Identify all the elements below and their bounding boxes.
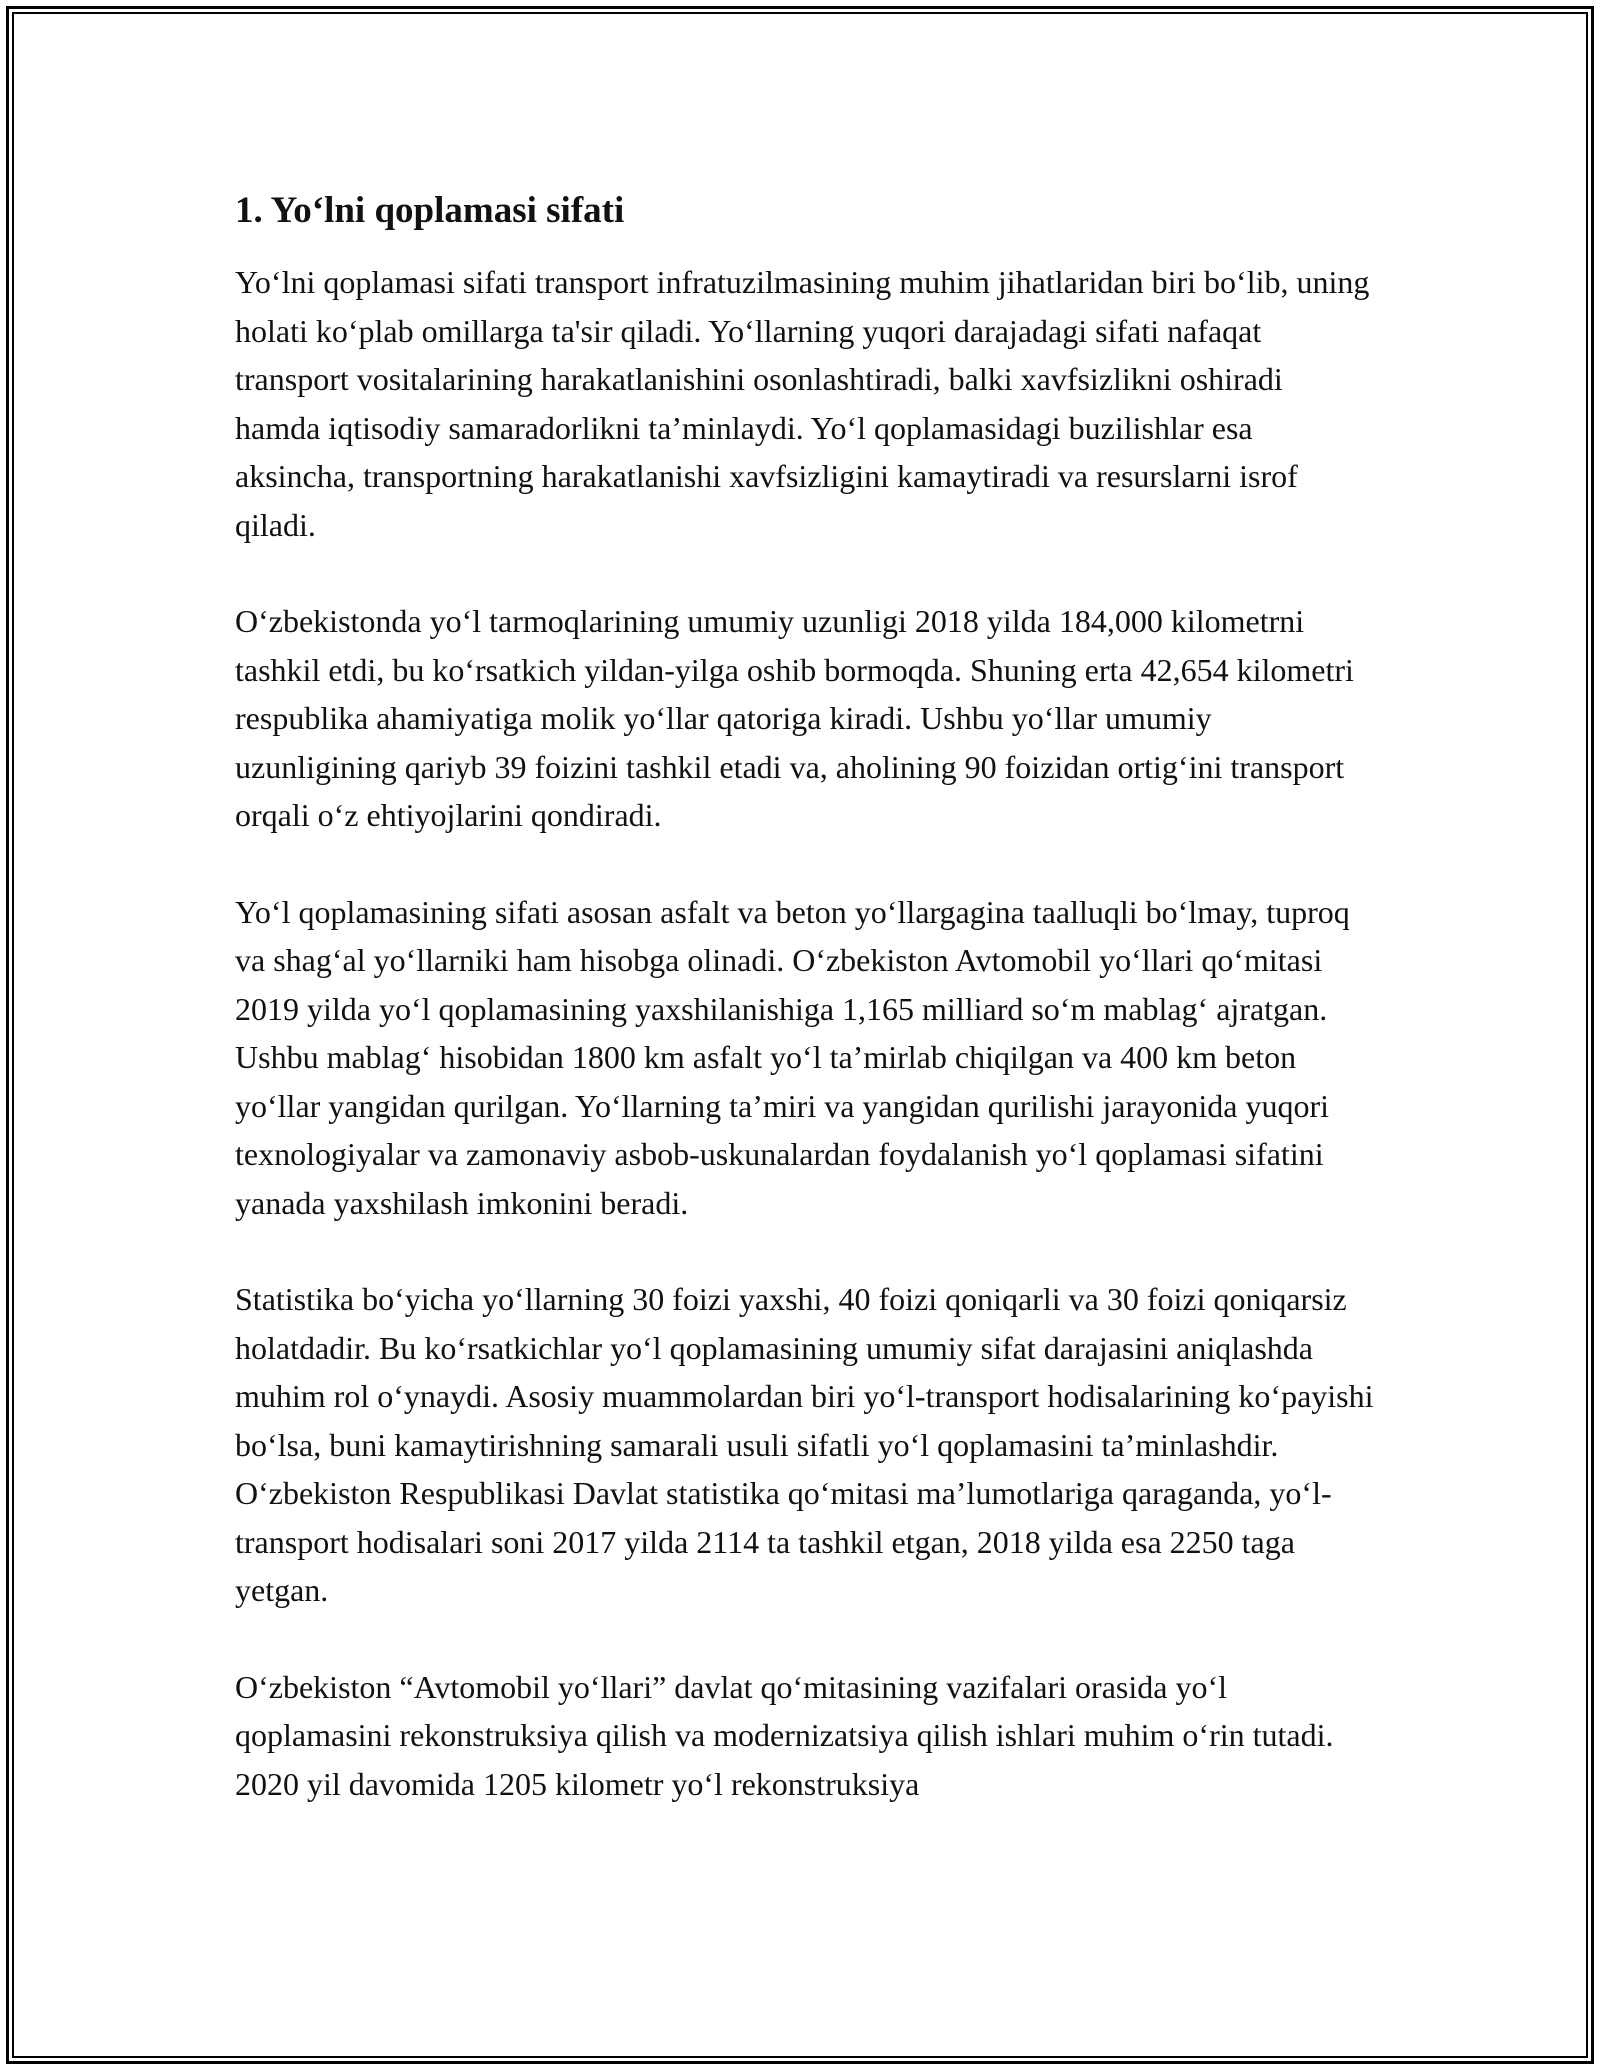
section-heading: 1. Yo‘lni qoplamasi sifati (235, 190, 625, 231)
paragraph-3: Yo‘l qoplamasining sifati asosan asfalt va beton yo‘llargagina taalluqli bo‘lmay, tuproq va shag‘al yo‘llarniki ham hisobga olinadi. O‘zbekiston Avtomobil yo‘llari qo‘mitasi 2019 yilda yo‘l qoplamasining yaxshilanishiga 1,165 milliard so‘m mablag‘ ajratgan. Ushbu mablag‘ hisobidan 1800 km asfalt yo‘l ta’mirlab chiqilgan va 400 km beton yo‘llar yangidan qurilgan. Yo‘llarning ta’miri va yangidan qurilishi jarayonida yuqori texnologiyalar va zamonaviy asbob-uskunalardan foydalanish yo‘l qoplamasi sifatini yanada yaxshilash imkonini beradi. (235, 893, 1350, 1221)
paragraph-4: Statistika bo‘yicha yo‘llarning 30 foizi yaxshi, 40 foizi qoniqarli va 30 foizi qoniqarsiz holatdadir. Bu ko‘rsatkichlar yo‘l qoplamasining umumiy sifat darajasini aniqlashda muhim rol o‘ynaydi. Asosiy muammolardan biri yo‘l-transport hodisalarining ko‘payishi bo‘lsa, buni kamaytirishning samarali usuli sifatli yo‘l qoplamasini ta’minlashdir. O‘zbekiston Respublikasi Davlat statistika qo‘mitasi ma’lumotlariga qaraganda, yo‘l-transport hodisalari soni 2017 yilda 2114 ta tashkil etgan, 2018 yilda esa 2250 taga yetgan. (235, 1281, 1374, 1608)
document-body (235, 186, 1375, 1808)
paragraph-5: O‘zbekiston “Avtomobil yo‘llari” davlat qo‘mitasining vazifalari orasida yo‘l qoplamasini rekonstruksiya qilish va modernizatsiya qilish ishlari muhim o‘rin tutadi. 2020 yil davomida 1205 kilometr yo‘l rekonstruksiya (235, 1668, 1334, 1802)
paragraph-1: Yo‘lni qoplamasi sifati transport infratuzilmasining muhim jihatlaridan biri bo‘lib, uning holati ko‘plab omillarga ta'sir qiladi. Yo‘llarning yuqori darajadagi sifati nafaqat transport vositalarining harakatlanishini osonlashtiradi, balki xavfsizlikni oshiradi hamda iqtisodiy samaradorlikni ta’minlaydi. Yo‘l qoplamasidagi buzilishlar esa aksincha, transportning harakatlanishi xavfsizligini kamaytiradi va resurslarni isrof qiladi. (235, 264, 1370, 543)
paragraph-2: O‘zbekistonda yo‘l tarmoqlarining umumiy uzunligi 2018 yilda 184,000 kilometrni tashkil etdi, bu ko‘rsatkich yildan-yilga oshib bormoqda. Shuning erta 42,654 kilometri respublika ahamiyatiga molik yo‘llar qatoriga kiradi. Ushbu yo‘llar umumiy uzunligining qariyb 39 foizini tashkil etadi va, aholining 90 foizidan ortig‘ini transport orqali o‘z ehtiyojlarini qondiradi. (235, 603, 1354, 833)
